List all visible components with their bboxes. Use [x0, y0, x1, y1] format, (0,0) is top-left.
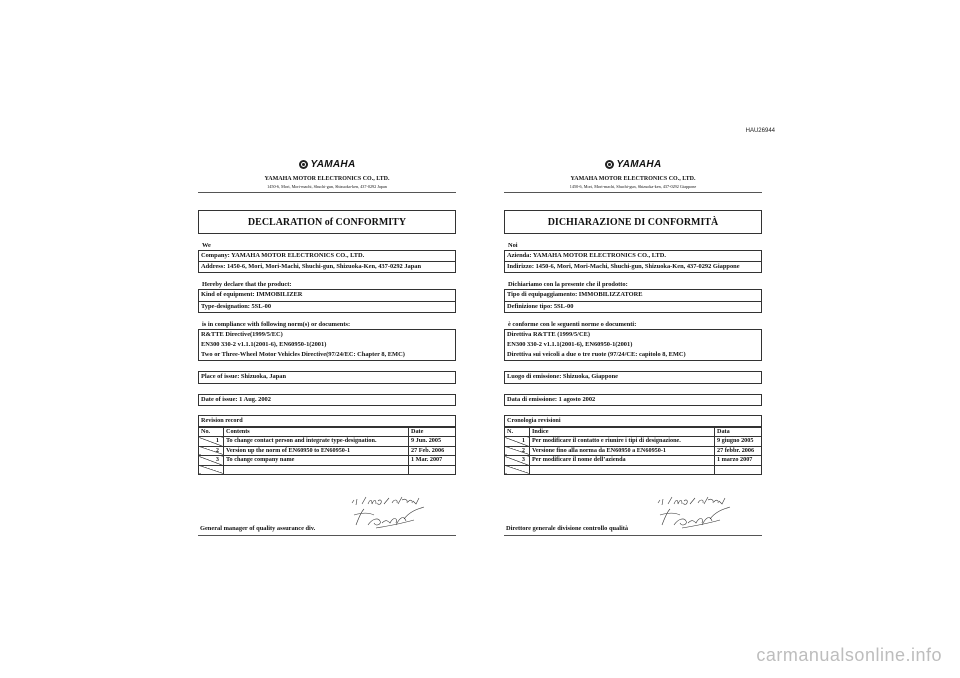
table-row-empty: [505, 465, 761, 474]
company-address: 1450-6, Mori, Mori-machi, Shuchi-gun, Shizuoka-ken, 437-0292 Japan: [198, 184, 456, 193]
revision-date-empty: [715, 465, 762, 474]
place-field: Luogo di emissione: Shizuoka, Giappone: [507, 373, 618, 381]
company-address: 1450-6, Mori, Mori-machi, Shuchi-gun, Shizuoka-ken, 437-0292 Giappone: [504, 184, 762, 193]
type-field: Definizione tipo: 5SL-00: [507, 302, 574, 310]
revision-contents: Per modificare il contatto e riunire i tipi di designazione.: [530, 437, 715, 447]
revision-title: Revision record: [199, 416, 455, 427]
revision-no: 3: [505, 456, 530, 466]
site-watermark: carmanualsonline.info: [756, 645, 942, 665]
revision-contents: Version up the norm of EN60950 to EN60950-1: [224, 446, 409, 456]
page-code: HAU26944: [745, 128, 775, 134]
compliance-label: è conforme con le seguenti norme o documenti:: [508, 320, 637, 328]
norm-item: Direttiva sui veicoli a due o tre ruote (97/24/CE: capitolo 8, EMC): [507, 351, 686, 359]
we-label: Noi: [508, 242, 518, 249]
place-field: Place of issue: Shizuoka, Japan: [201, 373, 287, 381]
col-date-header: Data: [715, 427, 762, 437]
logo-text: YAMAHA: [310, 158, 356, 170]
table-row: [199, 456, 455, 466]
table-row: [505, 446, 761, 456]
declare-label: Hereby declare that the product:: [202, 281, 292, 289]
norm-item: R&TTE Directive(1999/5/EC): [201, 330, 283, 338]
compliance-label: is in compliance with following norm(s) or documents:: [202, 320, 351, 328]
company-name: YAMAHA MOTOR ELECTRONICS CO., LTD.: [264, 176, 390, 182]
revision-date: 1 Mar. 2007: [409, 456, 456, 466]
revision-no: 2: [199, 446, 224, 456]
company-box: [504, 250, 762, 273]
revision-no: 1: [199, 437, 224, 447]
product-box: [504, 289, 762, 312]
date-field: Date of issue: 1 Aug. 2002: [201, 395, 271, 403]
revision-record: [198, 415, 456, 476]
company-name: YAMAHA MOTOR ELECTRONICS CO., LTD.: [570, 176, 696, 182]
yamaha-logo: [504, 158, 762, 170]
norm-item: EN300 330-2 v1.1.1(2001-6), EN60950-1(2001): [201, 341, 327, 349]
table-row-empty: [199, 465, 455, 474]
revision-date: 9 Jun. 2005: [409, 437, 456, 447]
document-title: DECLARATION of CONFORMITY: [198, 210, 456, 234]
declaration-page-english: [198, 158, 456, 536]
table-row: [199, 437, 455, 447]
company-field: Company: YAMAHA MOTOR ELECTRONICS CO., LTD.: [199, 251, 455, 262]
declare-label: Dichiariamo con la presente che il prodotto:: [508, 281, 628, 289]
norms-box: [198, 329, 456, 362]
signature-row: [198, 495, 456, 536]
revision-date: 1 marzo 2007: [715, 456, 762, 466]
place-box: [198, 371, 456, 383]
type-field: Type-designation: 5SL-00: [201, 302, 272, 310]
kind-field: Kind of equipment: IMMOBILIZER: [199, 290, 455, 301]
norm-item: Direttiva R&TTE (1999/5/CE): [507, 330, 590, 338]
kind-field: Tipo di equipaggiamento: IMMOBILIZZATORE: [505, 290, 761, 301]
table-row: [505, 437, 761, 447]
logo-text: YAMAHA: [616, 158, 662, 170]
revision-no: 1: [505, 437, 530, 447]
signatory-title: Direttore generale divisione controllo qualità: [506, 525, 629, 533]
col-no-header: No.: [199, 427, 224, 437]
table-header-row: [199, 427, 455, 437]
place-box: [504, 371, 762, 383]
revision-contents: To change company name: [224, 456, 409, 466]
handwritten-signature: [652, 495, 742, 533]
date-box: [504, 394, 762, 406]
revision-contents: Versione fino alla norma da EN60950 a EN60950-1: [530, 446, 715, 456]
signature-row: [504, 495, 762, 536]
declaration-page-italian: [504, 158, 762, 536]
revision-table: [505, 427, 761, 475]
revision-no-empty: [199, 465, 224, 474]
revision-contents: To change contact person and integrate type-designation.: [224, 437, 409, 447]
col-no-header: N.: [505, 427, 530, 437]
norm-item: EN300 330-2 v1.1.1(2001-6), EN60950-1(2001): [507, 341, 633, 349]
revision-no: 3: [199, 456, 224, 466]
date-field: Data di emissione: 1 agosto 2002: [507, 395, 596, 403]
date-box: [198, 394, 456, 406]
norms-box: [504, 329, 762, 362]
revision-no: 2: [505, 446, 530, 456]
we-label: We: [202, 242, 211, 249]
revision-contents: Per modificare il nome dell’azienda: [530, 456, 715, 466]
revision-record: [504, 415, 762, 476]
table-row: [199, 446, 455, 456]
signatory-title: General manager of quality assurance div.: [200, 525, 316, 533]
col-contents-header: Contents: [224, 427, 409, 437]
revision-contents-empty: [224, 465, 409, 474]
revision-date: 9 giugno 2005: [715, 437, 762, 447]
norm-item: Two or Three-Wheel Motor Vehicles Directive(97/24/EC: Chapter 8, EMC): [201, 351, 405, 359]
tuning-fork-emblem-icon: [605, 160, 614, 169]
company-box: [198, 250, 456, 273]
table-header-row: [505, 427, 761, 437]
revision-date: 27 febbr. 2006: [715, 446, 762, 456]
address-field: Indirizzo: 1450-6, Mori, Mori-Machi, Shuchi-gun, Shizuoka-Ken, 437-0292 Giappone: [507, 263, 740, 271]
col-date-header: Date: [409, 427, 456, 437]
table-row: [505, 456, 761, 466]
company-field: Azienda: YAMAHA MOTOR ELECTRONICS CO., LTD.: [505, 251, 761, 262]
revision-no-empty: [505, 465, 530, 474]
revision-date: 27 Feb. 2006: [409, 446, 456, 456]
address-field: Address: 1450-6, Mori, Mori-Machi, Shuchi-gun, Shizuoka-Ken, 437-0292 Japan: [201, 263, 422, 271]
product-box: [198, 289, 456, 312]
document-title: DICHIARAZIONE DI CONFORMITÀ: [504, 210, 762, 234]
handwritten-signature: [346, 495, 436, 533]
revision-title: Cronologia revisioni: [505, 416, 761, 427]
col-contents-header: Indice: [530, 427, 715, 437]
revision-date-empty: [409, 465, 456, 474]
revision-table: [199, 427, 455, 475]
tuning-fork-emblem-icon: [299, 160, 308, 169]
yamaha-logo: [198, 158, 456, 170]
revision-contents-empty: [530, 465, 715, 474]
